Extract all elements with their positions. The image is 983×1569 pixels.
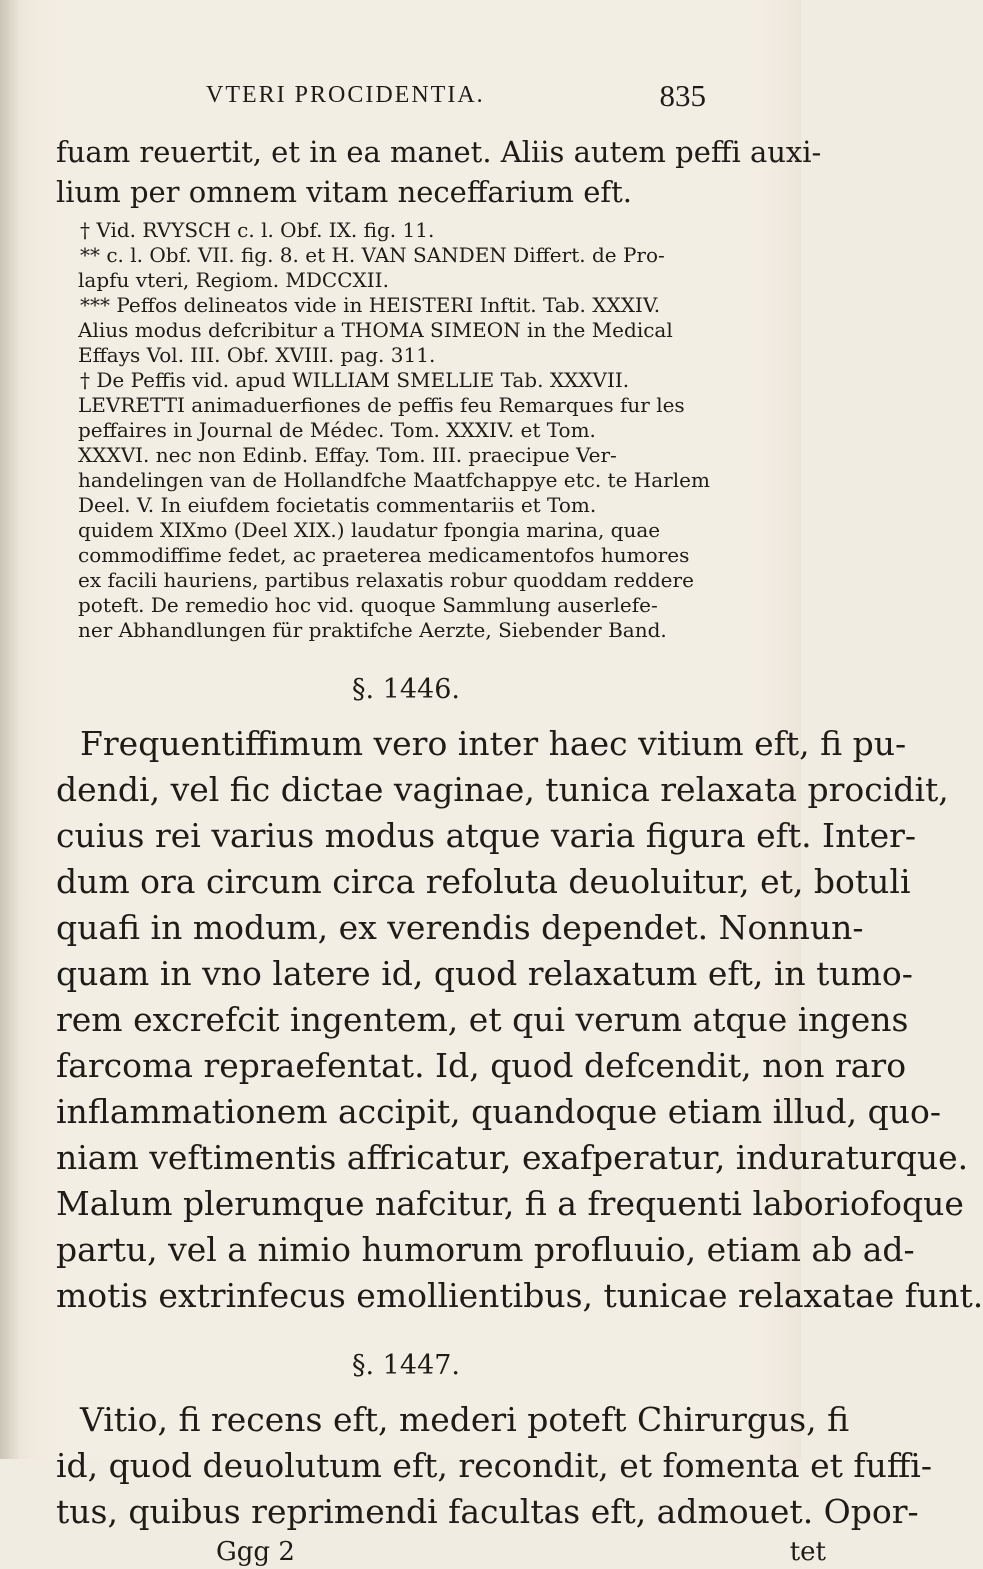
footnotes bbox=[56, 218, 756, 643]
body-line: dendi, vel fic dictae vaginae, tunica relaxata procidit, bbox=[56, 770, 949, 809]
section-1447-text bbox=[56, 1397, 932, 1535]
page-shadow bbox=[0, 0, 18, 1459]
body-line: Malum plerumque nafcitur, fi a frequenti laboriofoque bbox=[56, 1184, 964, 1223]
body-line: dum ora circum circa refoluta deuoluitur, et, botuli bbox=[56, 862, 911, 901]
footnote-line: Alius modus defcribitur a THOMA SIMEON in the Medical bbox=[78, 318, 673, 342]
page-number: 835 bbox=[659, 78, 706, 113]
body-line: Vitio, fi recens eft, mederi poteft Chirurgus, fi bbox=[80, 1400, 850, 1439]
footnote-line: Deel. V. In eiufdem focietatis commentariis et Tom. bbox=[78, 493, 597, 517]
section-mark-1447: §. 1447. bbox=[352, 1350, 460, 1381]
footnote-line: peffaires in Journal de Médec. Tom. XXXIV. et Tom. bbox=[78, 418, 596, 442]
body-line: motis extrinfecus emollientibus, tunicae relaxatae funt. bbox=[56, 1276, 983, 1315]
signature-mark: Ggg 2 bbox=[216, 1537, 295, 1567]
body-line: inflammationem accipit, quandoque etiam illud, quo- bbox=[56, 1092, 942, 1131]
footnote-line: handelingen van de Hollandfche Maatfchappye etc. te Harlem bbox=[78, 468, 710, 492]
body-line: partu, vel a nimio humorum profluuio, etiam ab ad- bbox=[56, 1230, 915, 1269]
footnote-line: Effays Vol. III. Obf. XVIII. pag. 311. bbox=[78, 343, 436, 367]
footnote-line: ** c. l. Obf. VII. fig. 8. et H. VAN SANDEN Differt. de Pro- bbox=[80, 243, 665, 267]
footnote-line: LEVRETTI animaduerfiones de peffis feu Remarques fur les bbox=[78, 393, 685, 417]
footnote-line: † De Peffis vid. apud WILLIAM SMELLIE Tab. XXXVII. bbox=[80, 368, 630, 392]
footnote-line: lapfu vteri, Regiom. MDCCXII. bbox=[78, 268, 389, 292]
text-block bbox=[56, 132, 983, 1569]
body-line: id, quod deuolutum eft, recondit, et fomenta et fuffi- bbox=[56, 1446, 932, 1485]
section-1446-text bbox=[56, 721, 983, 1319]
body-line: quafi in modum, ex verendis dependet. Nonnun- bbox=[56, 908, 864, 947]
catchword: tet bbox=[789, 1537, 826, 1567]
footnote-line: *** Peffos delineatos vide in HEISTERI Inftit. Tab. XXXIV. bbox=[80, 293, 661, 317]
footnote-line: ner Abhandlungen für praktifche Aerzte, Siebender Band. bbox=[78, 618, 667, 642]
footnote-line: quidem XIXmo (Deel XIX.) laudatur fpongia marina, quae bbox=[78, 518, 661, 542]
body-line: tus, quibus reprimendi facultas eft, admouet. Opor- bbox=[56, 1492, 919, 1531]
footnote-line: poteft. De remedio hoc vid. quoque Sammlung auserlefe- bbox=[78, 593, 658, 617]
section-mark-1446: §. 1446. bbox=[352, 674, 460, 705]
footnote-line: XXXVI. nec non Edinb. Effay. Tom. III. praecipue Ver- bbox=[78, 443, 617, 467]
footnote-line: † Vid. RVYSCH c. l. Obf. IX. fig. 11. bbox=[80, 218, 435, 242]
catchwords bbox=[216, 1535, 826, 1569]
body-line: quam in vno latere id, quod relaxatum eft, in tumo- bbox=[56, 954, 913, 993]
body-line: rem excrefcit ingentem, et qui verum atque ingens bbox=[56, 1000, 909, 1039]
footnote-line: ex facili hauriens, partibus relaxatis robur quoddam reddere bbox=[78, 568, 694, 592]
body-line: Frequentiffimum vero inter haec vitium eft, fi pu- bbox=[80, 724, 907, 763]
body-line: niam veftimentis affricatur, exafperatur, induraturque. bbox=[56, 1138, 969, 1177]
body-line: farcoma repraefentat. Id, quod defcendit, non raro bbox=[56, 1046, 907, 1085]
opening-line-2: lium per omnem vitam neceffarium eft. bbox=[56, 175, 633, 209]
footnote-line: commodiffime fedet, ac praeterea medicamentofos humores bbox=[78, 543, 690, 567]
running-title: VTERI PROCIDENTIA. bbox=[206, 82, 485, 108]
opening-line-1: fuam reuertit, et in ea manet. Aliis autem peffi auxi- bbox=[56, 135, 822, 169]
running-head bbox=[206, 78, 706, 118]
body-line: cuius rei varius modus atque varia figura eft. Inter- bbox=[56, 816, 917, 855]
